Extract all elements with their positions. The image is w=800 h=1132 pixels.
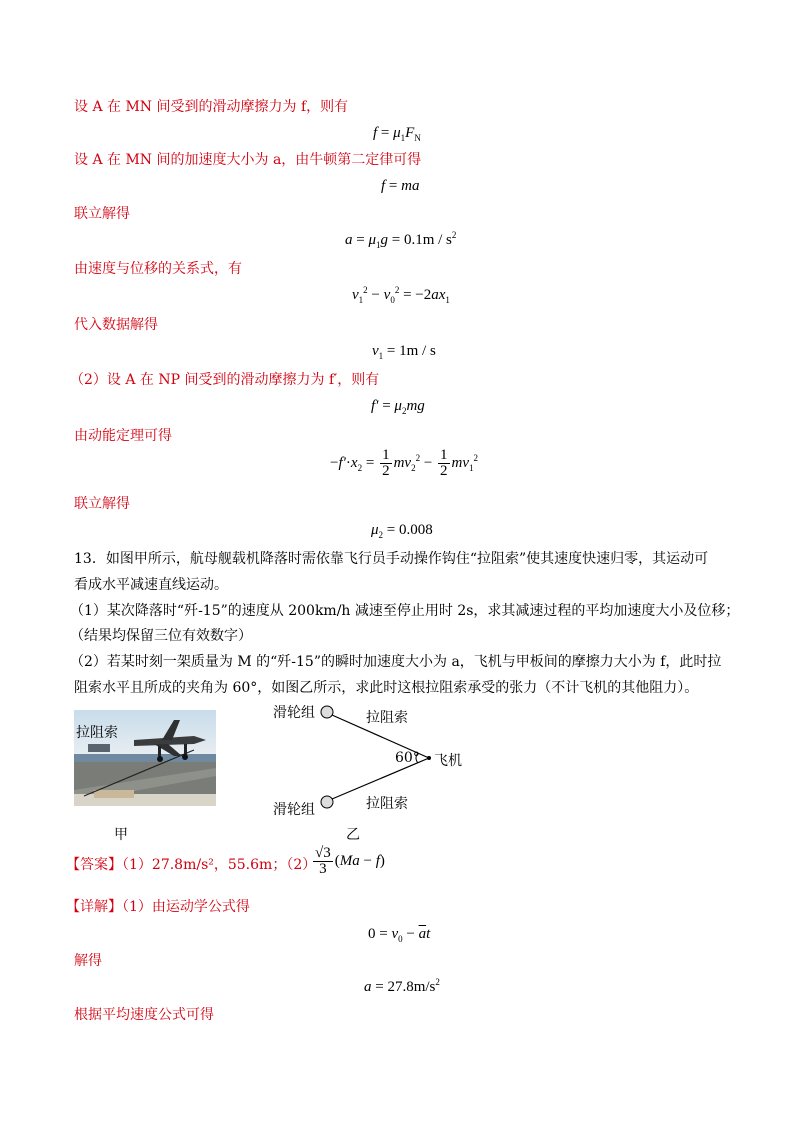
line-friction-np: （2）设 A 在 NP 间受到的滑动摩擦力为 f′，则有 — [70, 372, 380, 388]
eq-friction-np: $f' = \mu_2mg$ — [371, 398, 425, 416]
eq-energy: $-f'\cdot x_2$ = $\frac{1}{2}$ $mv_2^2$ − $\frac{1}{2}$ $mv_1^2$ — [330, 447, 479, 479]
figure-caption-b: 乙 — [346, 827, 360, 843]
line-energy-theorem: 由动能定理可得 — [74, 428, 172, 444]
question-13-line-2: 看成水平减速直线运动。 — [74, 577, 228, 593]
eq-kinematics-2: $0 = v_0 - \overline{a}t$ — [368, 926, 431, 944]
figure-caption-a: 甲 — [114, 827, 128, 843]
question-13-part-2: （2）若某时刻一架质量为 M 的“歼-15”的瞬时加速度大小为 a，飞机与甲板间的摩擦力大小为 f，此时拉 — [70, 654, 722, 670]
eq-acceleration: $a = \mu_1g = 0.1m / s^2$ — [345, 230, 457, 250]
answer-tag: 【答案】 — [66, 857, 122, 873]
question-13-part-1-note: （结果均保留三位有效数字） — [70, 628, 252, 644]
answer-part-2-eq: $\frac{√3}{3}$ (Ma − f) — [315, 845, 385, 877]
answer-line — [66, 856, 316, 874]
pulley-bottom-label: 滑轮组 — [273, 802, 315, 818]
line-avg-velocity: 根据平均速度公式可得 — [74, 1007, 214, 1023]
question-13-part-1: （1）某次降落时“歼-15”的速度从 200km/h 减速至停止用时 2s，求其减速过程的平均加速度大小及位移； — [70, 603, 740, 619]
pulley-top-label: 滑轮组 — [273, 705, 315, 721]
detail-tag: 【详解】 — [66, 899, 122, 915]
angle-label: 60° — [395, 750, 420, 766]
eq-newton: f = ma — [381, 178, 420, 194]
line-substitute: 代入数据解得 — [74, 317, 158, 333]
detail-line — [66, 898, 250, 916]
eq-velocity: $v_1 = 1m / s$ — [372, 343, 436, 361]
question-13-part-2-cont: 阻索水平且所成的夹角为 60°，如图乙所示，求此时这根拉阻索承受的张力（不计飞机的其他阻力）。 — [74, 680, 699, 696]
eq-friction: $f = \mu_1F_N$ — [373, 125, 421, 143]
question-13-line-1: 13．如图甲所示，航母舰载机降落时需依靠飞行员手动操作钩住“拉阻索”使其速度快速归零，其运动可 — [74, 551, 709, 567]
answer-body: （1）27.8m/s²，55.6m；（2） — [122, 857, 317, 873]
line-acceleration-mn: 设 A 在 MN 间的加速度大小为 a，由牛顿第二定律可得 — [74, 152, 422, 168]
detail-body: （1）由运动学公式得 — [122, 899, 250, 915]
aircraft-label: 飞机 — [434, 753, 462, 769]
line-friction-mn: 设 A 在 MN 间受到的滑动摩擦力为 f，则有 — [74, 99, 349, 115]
cable-bottom-label: 拉阻索 — [366, 796, 408, 812]
line-solve-2: 联立解得 — [74, 496, 130, 512]
line-kinematics: 由速度与位移的关系式，有 — [74, 261, 242, 277]
eq-kinematics: $v_1^2 - v_0^2 = -2ax_1$ — [352, 285, 450, 305]
photo-cable-label: 拉阻索 — [76, 725, 118, 741]
line-solve-3: 解得 — [74, 953, 102, 969]
line-solve-1: 联立解得 — [74, 206, 130, 222]
cable-top-label: 拉阻索 — [366, 710, 408, 726]
eq-avg-acceleration: $a = 27.8m/s^2$ — [364, 977, 440, 995]
eq-mu2: $\mu_2 = 0.008$ — [371, 522, 433, 540]
